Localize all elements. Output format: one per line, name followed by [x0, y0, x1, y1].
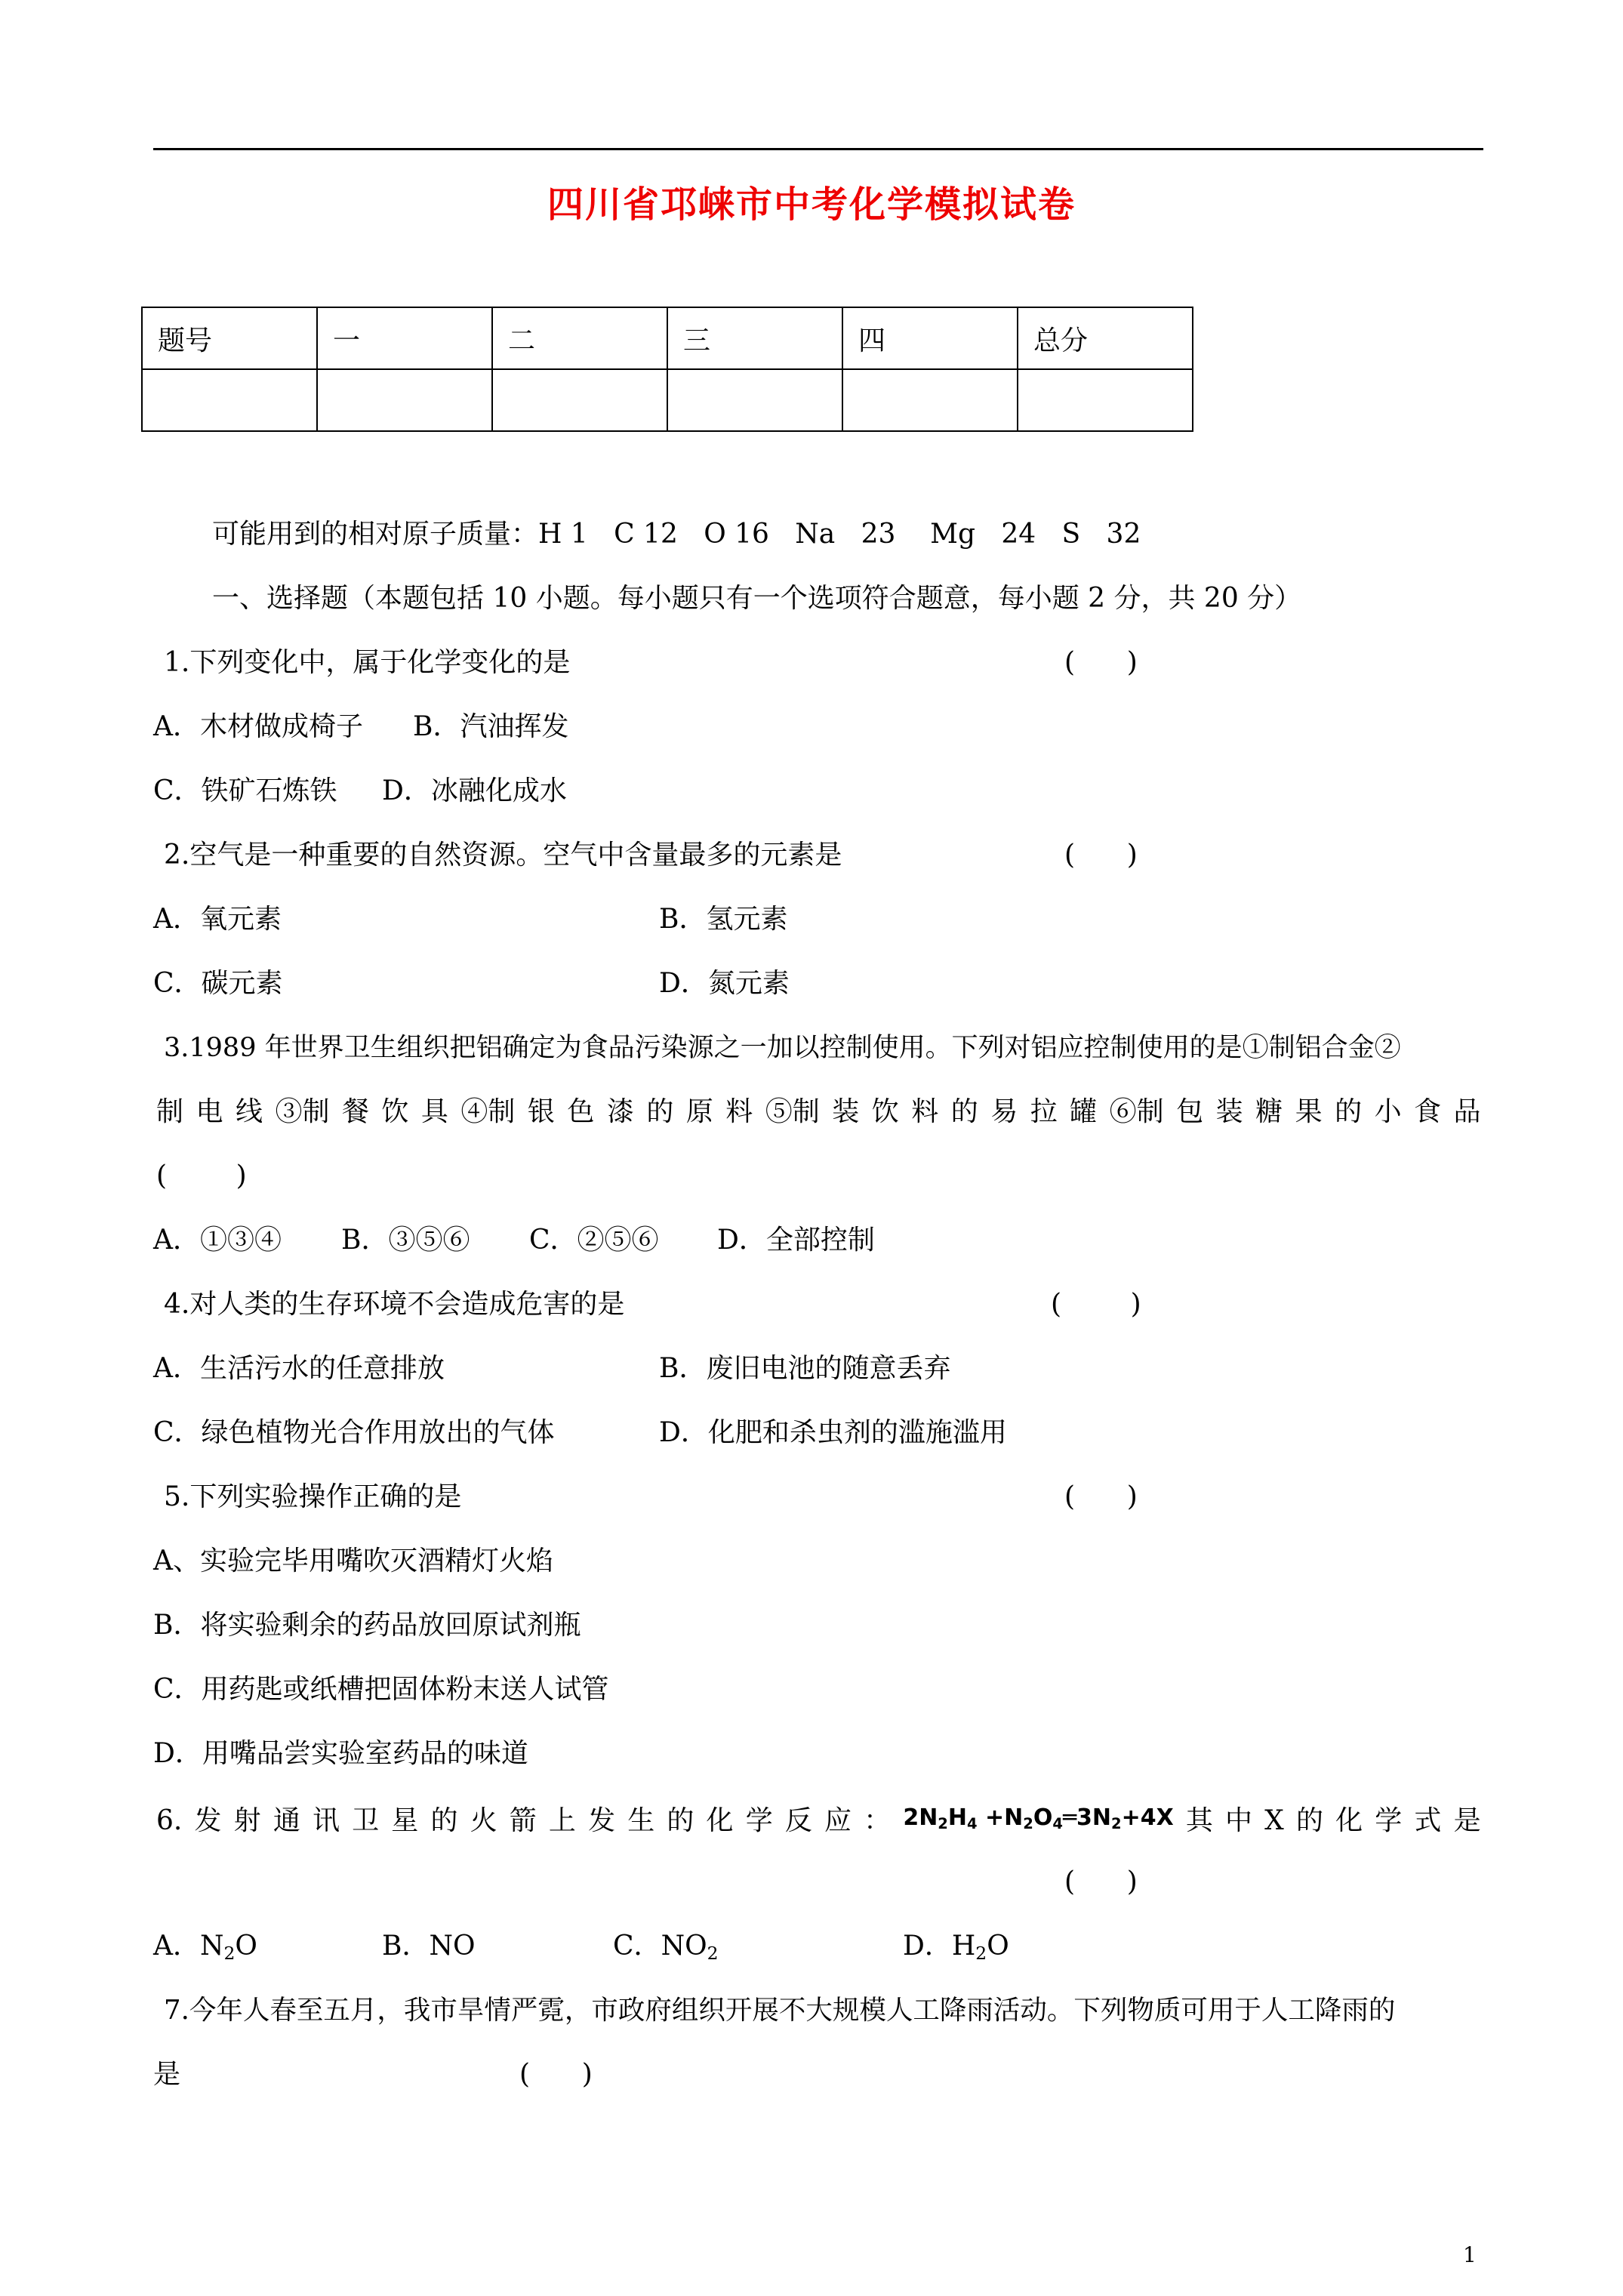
text-fragment: 应 — [824, 1804, 852, 1836]
question-7-line-2: 是 — [153, 2059, 181, 2090]
option-a: A．$N_2O$ — [153, 1931, 257, 1964]
atomic-mass-line: 可能用到的相对原子质量：H 1 C 12 O 16 Na 23 Mg 24 S 32 — [212, 519, 1141, 550]
option-a: A、实验完毕用嘴吹灭酒精灯火焰 — [153, 1546, 553, 1576]
text-fragment: 易 — [990, 1096, 1018, 1127]
text-fragment: ⑤制 — [765, 1096, 820, 1127]
text-fragment: 的 — [646, 1096, 674, 1127]
score-value-cell[interactable] — [317, 369, 492, 431]
text-fragment: 箭 — [509, 1804, 537, 1836]
option-d: D．$H_2O$ — [903, 1931, 1009, 1964]
question-1-stem: 1.下列变化中，属于化学变化的是 — [164, 647, 571, 678]
text-fragment: 6. — [156, 1804, 183, 1836]
text-fragment: 化 — [706, 1804, 734, 1836]
text-fragment: 拉 — [1030, 1096, 1058, 1127]
score-header-cell: 三 — [667, 307, 842, 369]
text-fragment: 小 — [1374, 1096, 1402, 1127]
chemical-equation: $2N_2H_4$ $+N_2O_4═3N_2+4X$ — [903, 1804, 1174, 1832]
score-value-cell[interactable] — [667, 369, 842, 431]
text-fragment: 射 — [233, 1804, 261, 1836]
option-d: D．氮元素 — [659, 968, 790, 999]
option-c: C．绿色植物光合作用放出的气体 — [153, 1417, 555, 1448]
option-b: B．氢元素 — [659, 904, 788, 935]
text-fragment: 食 — [1414, 1096, 1442, 1127]
option-b: B．废旧电池的随意丢弃 — [659, 1353, 951, 1384]
text-fragment: 中 — [1225, 1804, 1253, 1836]
text-fragment: 饮 — [381, 1096, 409, 1127]
answer-paren: ( ) — [1064, 1481, 1138, 1512]
option-a: A．生活污水的任意排放 — [153, 1353, 445, 1384]
page-title: 四川省邛崃市中考化学模拟试卷 — [547, 183, 1076, 226]
answer-paren: ( ) — [519, 2059, 593, 2090]
page-number: 1 — [1463, 2242, 1477, 2267]
text-fragment: 学 — [745, 1804, 773, 1836]
score-header-cell: 总分 — [1018, 307, 1193, 369]
text-fragment: 料 — [911, 1096, 939, 1127]
option-a: A．①③④ — [153, 1225, 282, 1256]
score-table — [141, 307, 1193, 432]
score-value-cell[interactable] — [142, 369, 317, 431]
text-fragment: 的 — [950, 1096, 978, 1127]
text-fragment: ⑥制 — [1109, 1096, 1164, 1127]
text-fragment: 的 — [1335, 1096, 1363, 1127]
text-fragment: 色 — [567, 1096, 595, 1127]
answer-paren: ( ) — [1051, 1289, 1141, 1320]
text-fragment: 银 — [527, 1096, 555, 1127]
text-fragment: 品 — [1453, 1096, 1481, 1127]
answer-paren: ( ) — [1064, 647, 1138, 678]
answer-paren: ( ) — [1064, 1866, 1138, 1897]
text-fragment: ： — [864, 1804, 892, 1836]
text-fragment: 发 — [588, 1804, 616, 1836]
question-2-stem: 2.空气是一种重要的自然资源。空气中含量最多的元素是 — [164, 840, 842, 871]
score-value-cell[interactable] — [1018, 369, 1193, 431]
option-b: B．汽油挥发 — [413, 711, 569, 742]
text-fragment: 式 — [1414, 1804, 1442, 1836]
option-c: C．碳元素 — [153, 968, 283, 999]
text-fragment: 是 — [1453, 1804, 1481, 1836]
score-header-cell: 二 — [492, 307, 667, 369]
option-a: A．氧元素 — [153, 904, 282, 935]
header-rule — [153, 148, 1483, 150]
score-value-cell[interactable] — [842, 369, 1018, 431]
text-fragment: 生 — [627, 1804, 655, 1836]
score-table-value-row — [142, 369, 1193, 431]
text-fragment: 火 — [470, 1804, 497, 1836]
text-fragment: 餐 — [341, 1096, 369, 1127]
text-fragment: 料 — [725, 1096, 753, 1127]
text-fragment: 化 — [1335, 1804, 1363, 1836]
option-b: B．NO — [382, 1931, 476, 1962]
text-fragment: 的 — [1295, 1804, 1323, 1836]
question-7-line-1: 7.今年人春至五月，我市旱情严霓，市政府组织开展不大规模人工降雨活动。下列物质可用于人工降雨的 — [164, 1995, 1396, 2026]
option-c: C．$NO_2$ — [613, 1931, 719, 1964]
text-fragment: 制 — [156, 1096, 184, 1127]
score-header-cell: 四 — [842, 307, 1018, 369]
text-fragment: X — [1264, 1804, 1284, 1836]
text-fragment: 漆 — [606, 1096, 634, 1127]
text-fragment: 星 — [391, 1804, 419, 1836]
text-fragment: 装 — [1215, 1096, 1243, 1127]
text-fragment: 的 — [430, 1804, 458, 1836]
option-a: A．木材做成椅子 — [153, 711, 363, 742]
text-fragment: 电 — [196, 1096, 223, 1127]
text-fragment: 罐 — [1070, 1096, 1098, 1127]
option-c: C．用药匙或纸槽把固体粉末送人试管 — [153, 1674, 609, 1705]
option-c: C．②⑤⑥ — [529, 1225, 659, 1256]
score-header-cell: 题号 — [142, 307, 317, 369]
question-6-stem — [156, 1801, 1481, 1841]
text-fragment: ③制 — [275, 1096, 330, 1127]
text-fragment: 上 — [548, 1804, 576, 1836]
text-fragment: 发 — [194, 1804, 222, 1836]
question-3-line-1: 3.1989 年世界卫生组织把铝确定为食品污染源之一加以控制使用。下列对铝应控制使用的是①制铝合金② — [164, 1033, 1401, 1063]
question-5-stem: 5.下列实验操作正确的是 — [164, 1481, 462, 1512]
text-fragment: 卫 — [352, 1804, 380, 1836]
text-fragment: 装 — [832, 1096, 860, 1127]
text-fragment: 的 — [667, 1804, 694, 1836]
option-d: D．全部控制 — [717, 1225, 875, 1256]
text-fragment: 糖 — [1255, 1096, 1283, 1127]
score-value-cell[interactable] — [492, 369, 667, 431]
score-header-cell: 一 — [317, 307, 492, 369]
text-fragment: 包 — [1176, 1096, 1204, 1127]
text-fragment: 果 — [1295, 1096, 1323, 1127]
option-c: C．铁矿石炼铁 — [153, 775, 337, 806]
text-fragment: 具 — [420, 1096, 448, 1127]
question-4-stem: 4.对人类的生存环境不会造成危害的是 — [164, 1289, 625, 1320]
option-d: D．化肥和杀虫剂的滥施滥用 — [659, 1417, 1007, 1448]
text-fragment: 线 — [235, 1096, 263, 1127]
answer-paren: ( ) — [156, 1160, 247, 1191]
option-d: D．用嘴品尝实验室药品的味道 — [153, 1738, 528, 1769]
section-heading: 一、选择题（本题包括 10 小题。每小题只有一个选项符合题意，每小题 2 分，共 20 分） — [212, 583, 1302, 614]
question-3-line-2 — [156, 1096, 1481, 1129]
text-fragment: 通 — [273, 1804, 300, 1836]
option-b: B．将实验剩余的药品放回原试剂瓶 — [153, 1610, 581, 1641]
text-fragment: 饮 — [871, 1096, 899, 1127]
text-fragment: ④制 — [460, 1096, 516, 1127]
answer-paren: ( ) — [1064, 840, 1138, 871]
text-fragment: 讯 — [312, 1804, 340, 1836]
text-fragment: 原 — [685, 1096, 713, 1127]
text-fragment: 学 — [1375, 1804, 1403, 1836]
text-fragment: 反 — [784, 1804, 812, 1836]
text-fragment: 其 — [1185, 1804, 1213, 1836]
score-table-header-row — [142, 307, 1193, 369]
option-b: B．③⑤⑥ — [341, 1225, 470, 1256]
option-d: D．冰融化成水 — [382, 775, 567, 806]
